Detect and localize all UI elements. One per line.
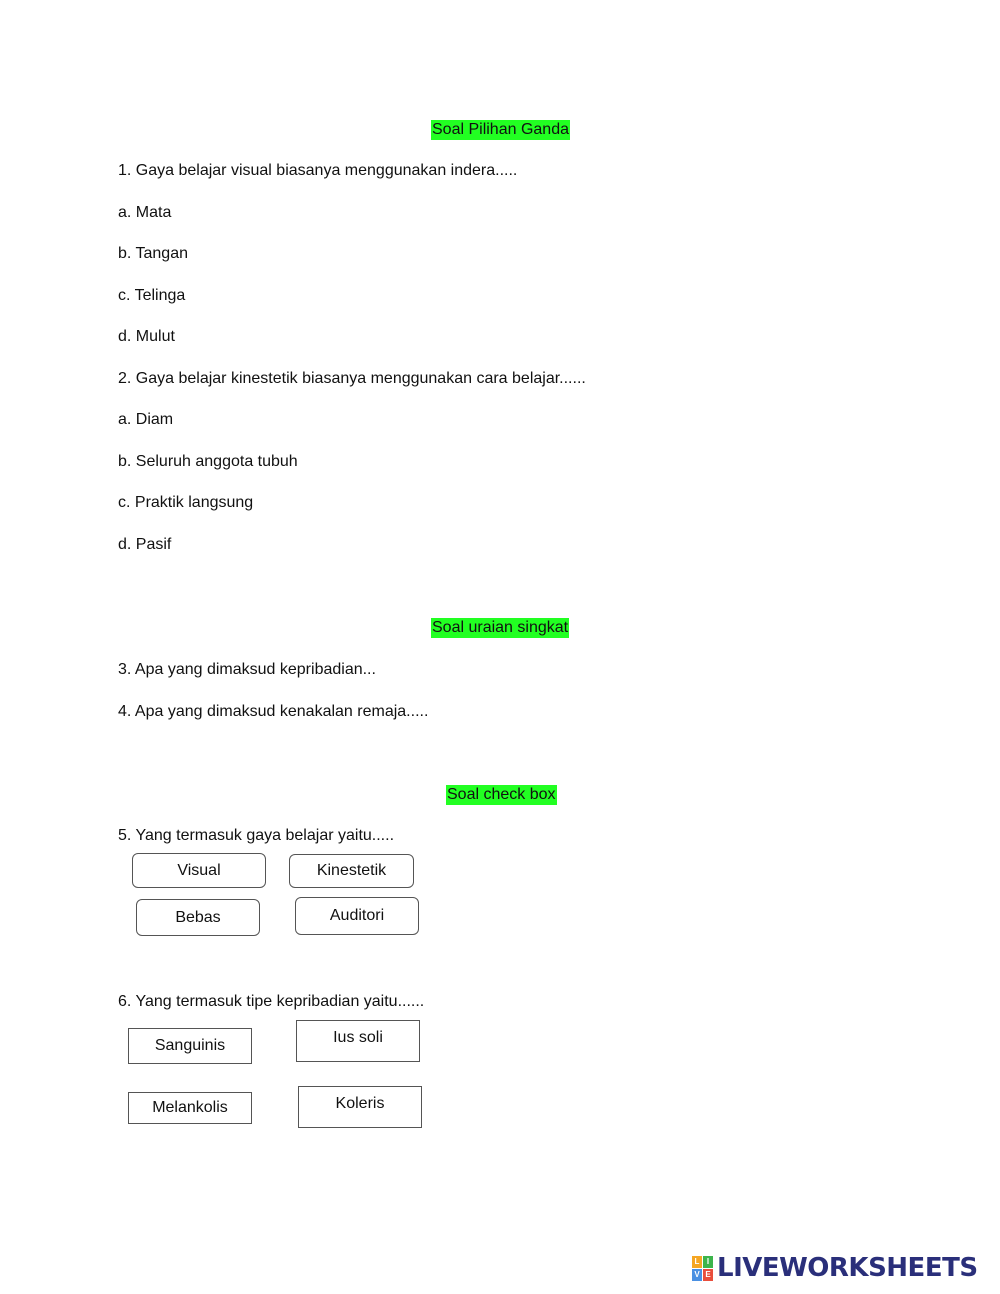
question-4: 4. Apa yang dimaksud kenakalan remaja.....: [118, 703, 429, 720]
section-heading-check-box: Soal check box: [447, 786, 556, 803]
q5-choice-kinestetik[interactable]: Kinestetik: [289, 854, 414, 888]
q1-option-d[interactable]: d. Mulut: [118, 328, 175, 345]
q6-choice-ius-soli[interactable]: Ius soli: [296, 1020, 420, 1062]
question-1: 1. Gaya belajar visual biasanya menggunakan indera.....: [118, 162, 518, 179]
q1-option-b[interactable]: b. Tangan: [118, 245, 188, 262]
q2-option-c[interactable]: c. Praktik langsung: [118, 494, 254, 511]
q1-option-a[interactable]: a. Mata: [118, 204, 172, 221]
liveworksheets-logo-icon: [692, 1256, 713, 1281]
logo-tile-l: L: [692, 1256, 702, 1268]
q5-choice-auditori[interactable]: Auditori: [295, 897, 419, 935]
question-5: 5. Yang termasuk gaya belajar yaitu.....: [118, 827, 395, 844]
q6-choice-koleris[interactable]: Koleris: [298, 1086, 422, 1128]
liveworksheets-logo: [692, 1253, 978, 1283]
q6-choice-melankolis[interactable]: Melankolis: [128, 1092, 252, 1124]
q2-option-b[interactable]: b. Seluruh anggota tubuh: [118, 453, 298, 470]
q2-option-a[interactable]: a. Diam: [118, 411, 174, 428]
logo-text: LIVEWORKSHEETS: [717, 1253, 978, 1283]
q2-option-d[interactable]: d. Pasif: [118, 536, 172, 553]
logo-tile-e: E: [703, 1269, 713, 1281]
q1-option-c[interactable]: c. Telinga: [118, 287, 186, 304]
section-heading-multiple-choice: Soal Pilihan Ganda: [432, 121, 569, 138]
q5-choice-visual[interactable]: Visual: [132, 853, 266, 888]
logo-tile-v: V: [692, 1269, 702, 1281]
logo-tile-i: I: [703, 1256, 713, 1268]
q6-choice-sanguinis[interactable]: Sanguinis: [128, 1028, 252, 1064]
question-2: 2. Gaya belajar kinestetik biasanya menggunakan cara belajar......: [118, 370, 586, 387]
section-heading-short-answer: Soal uraian singkat: [432, 619, 569, 636]
q5-choice-bebas[interactable]: Bebas: [136, 899, 260, 936]
question-6: 6. Yang termasuk tipe kepribadian yaitu......: [118, 993, 425, 1010]
question-3: 3. Apa yang dimaksud kepribadian...: [118, 661, 376, 678]
